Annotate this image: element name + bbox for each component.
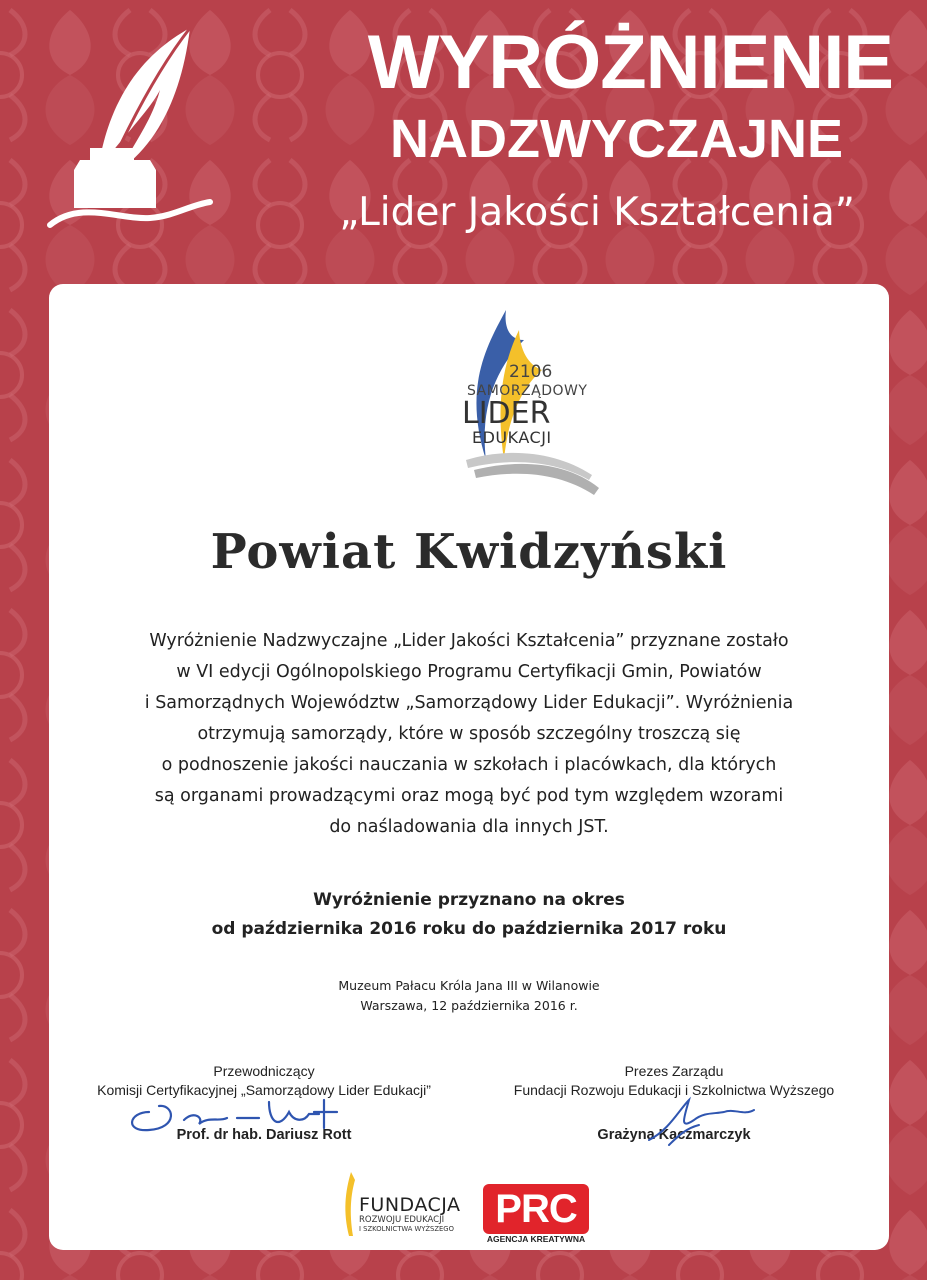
handwritten-signature-right bbox=[639, 1090, 799, 1150]
signer-role-detail: Komisji Certyfikacyjnej „Samorządowy Lider Edukacji” bbox=[97, 1082, 431, 1098]
period-line-1: Wyróżnienie przyznano na okres bbox=[313, 890, 625, 910]
fundacja-logo bbox=[341, 1172, 471, 1242]
prc-subtitle: AGENCJA KREATYWNA bbox=[486, 1234, 586, 1244]
place-line: Muzeum Pałacu Króla Jana III w Wilanowie bbox=[338, 978, 600, 993]
period-line-2: od października 2016 roku do października 2017 roku bbox=[211, 919, 727, 939]
handwritten-signature-left bbox=[119, 1092, 379, 1142]
signer-role-detail: Fundacji Rozwoju Edukacji i Szkolnictwa Wyższego bbox=[513, 1082, 835, 1098]
fundacja-subtitle-1: ROZWOJU EDUKACJI bbox=[359, 1215, 445, 1225]
body-line: do naśladowania dla innych JST. bbox=[329, 817, 609, 837]
fundacja-subtitle-2: I SZKOLNICTWA WYŻSZEGO bbox=[359, 1225, 454, 1233]
fundacja-title: FUNDACJA bbox=[359, 1194, 461, 1216]
signer-role: Przewodniczący bbox=[213, 1063, 315, 1079]
signer-name: Grażyna Kaczmarczyk bbox=[597, 1127, 751, 1143]
title-line-1: WYRÓŻNIENIE bbox=[367, 20, 893, 105]
body-paragraph bbox=[109, 626, 829, 843]
award-period bbox=[89, 886, 849, 944]
recipient-name: Powiat Kwidzyński bbox=[210, 524, 728, 580]
certificate-panel bbox=[49, 284, 889, 1250]
logo-year: 2106 bbox=[509, 362, 553, 382]
logo-line-2: LIDER bbox=[462, 396, 551, 431]
signer-name: Prof. dr hab. Dariusz Rott bbox=[176, 1127, 352, 1143]
body-line: Wyróżnienie Nadzwyczajne „Lider Jakości Kształcenia” przyznane zostało bbox=[149, 631, 789, 651]
body-line: w VI edycji Ogólnopolskiego Programu Certyfikacji Gmin, Powiatów bbox=[176, 662, 762, 682]
body-line: i Samorządnych Województw „Samorządowy Lider Edukacji”. Wyróżnienia bbox=[144, 693, 794, 713]
place-date bbox=[89, 976, 849, 1016]
body-line: są organami prowadzącymi oraz mogą być pod tym względem wzorami bbox=[154, 786, 784, 806]
signer-role: Prezes Zarządu bbox=[624, 1063, 724, 1079]
title-line-2: NADZWYCZAJNE bbox=[390, 109, 843, 169]
logo-line-3: EDUKACJI bbox=[472, 428, 552, 447]
title-line-3: „Lider Jakości Kształcenia” bbox=[339, 190, 855, 235]
body-line: otrzymują samorządy, które w sposób szczególny troszczą się bbox=[197, 724, 741, 744]
body-line: o podnoszenie jakości nauczania w szkołach i placówkach, dla których bbox=[161, 755, 777, 775]
date-line: Warszawa, 12 października 2016 r. bbox=[360, 998, 578, 1013]
logo-line-1: SAMORZĄDOWY bbox=[467, 383, 588, 399]
flame-icon bbox=[341, 1172, 361, 1238]
prc-logo-text: PRC bbox=[483, 1184, 589, 1234]
prc-logo bbox=[483, 1184, 589, 1246]
